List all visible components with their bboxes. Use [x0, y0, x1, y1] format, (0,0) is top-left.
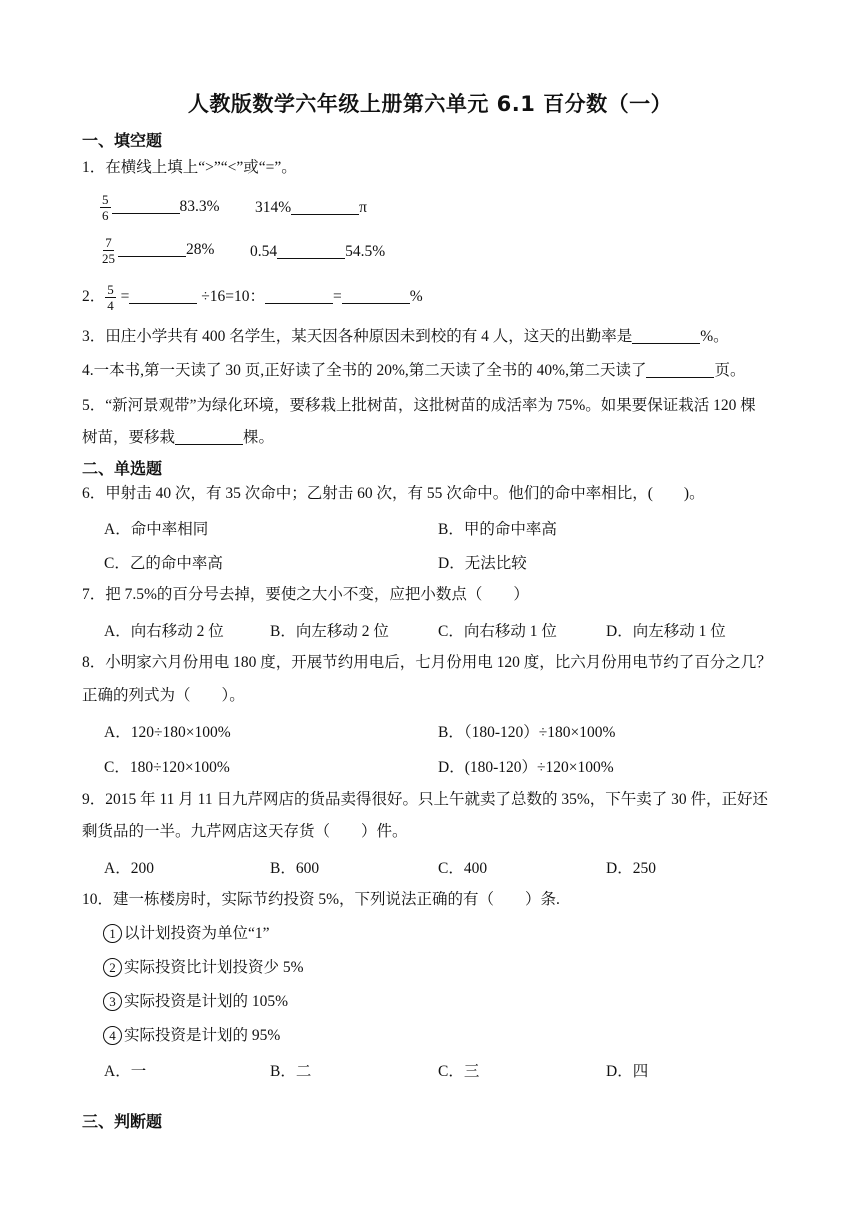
question-5-line-1: 5．“新河景观带”为绿化环境，要移栽上批树苗，这批树苗的成活率为 75%。如果要保证栽活 120 棵 [82, 397, 756, 414]
question-3-tail: %。 [700, 328, 729, 345]
option-c[interactable]: C．向右移动 1 位 [438, 623, 557, 640]
option-c[interactable]: C．180÷120×100% [104, 759, 230, 776]
question-1-row-2-b [250, 241, 385, 263]
answer-blank[interactable] [646, 361, 714, 378]
section-heading-fill-blank: 一、填空题 [82, 131, 163, 150]
answer-blank[interactable] [291, 198, 359, 215]
division-text: ÷16=10： [197, 288, 266, 306]
statement-text: 以计划投资为单位“1” [124, 925, 270, 942]
question-1-row-1-b [255, 197, 367, 219]
fraction-numerator: 7 [105, 235, 112, 250]
percent-sign: % [409, 288, 423, 306]
section-heading-single-choice: 二、单选题 [82, 459, 163, 478]
question-8-line-1: 8．小明家六月份用电 180 度，开展节约用电后，七月份用电 120 度，比六月份用电节约了百分之几？ [82, 654, 772, 671]
option-d[interactable]: D．无法比较 [438, 555, 527, 572]
fraction-denominator: 6 [102, 208, 109, 223]
question-3-stem: 3．田庄小学共有 400 名学生，某天因各种原因未到校的有 4 人，这天的出勤率是 [82, 328, 633, 345]
option-a[interactable]: A．命中率相同 [104, 521, 209, 538]
question-6-stem: 6．甲射击 40 次，有 35 次命中；乙射击 60 次，有 55 次命中。他们的命中率相比，( )。 [82, 485, 705, 502]
compare-value: 54.5% [345, 243, 386, 260]
question-2 [82, 282, 423, 313]
question-1-row-1 [100, 192, 220, 223]
option-a[interactable]: A．120÷180×100% [104, 724, 231, 741]
question-10-stem: 10．建一栋楼房时，实际节约投资 5%，下列说法正确的有（ ）条. [82, 891, 560, 908]
fraction-numerator: 5 [107, 282, 114, 297]
answer-blank[interactable] [175, 428, 243, 445]
option-d[interactable]: D．四 [606, 1063, 649, 1080]
answer-blank[interactable] [129, 287, 197, 304]
answer-blank[interactable] [342, 287, 410, 304]
fraction [100, 235, 117, 266]
compare-value: 0.54 [250, 243, 278, 260]
option-a[interactable]: A．200 [104, 860, 154, 877]
option-b[interactable]: B．向左移动 2 位 [270, 623, 389, 640]
statement-item [103, 991, 288, 1013]
compare-value: 28% [186, 241, 215, 259]
statement-item [103, 923, 270, 945]
fraction-denominator: 25 [102, 251, 115, 266]
question-4-tail: 页。 [714, 362, 746, 379]
question-9-line-2: 剩货品的一半。九芹网店这天存货（ ）件。 [82, 823, 408, 840]
question-1-stem: 1．在横线上填上“>”“<”或“=”。 [82, 159, 297, 176]
option-a[interactable]: A．一 [104, 1063, 147, 1080]
option-b[interactable]: B．二 [270, 1063, 312, 1080]
option-d[interactable]: D．250 [606, 860, 656, 877]
circled-number-2: 2 [103, 958, 122, 977]
fraction-denominator: 4 [107, 298, 114, 313]
statement-item [103, 1025, 280, 1047]
option-a[interactable]: A．向右移动 2 位 [104, 623, 224, 640]
question-4-stem: 4.一本书,第一天读了 30 页,正好读了全书的 20%,第二天读了全书的 40%,第二天读了 [82, 362, 647, 379]
answer-blank[interactable] [118, 240, 186, 257]
equals-sign: = [116, 288, 130, 306]
question-9-line-1: 9．2015 年 11 月 11 日九芹网店的货品卖得很好。只上午就卖了总数的 35%，下午卖了 30 件，正好还 [82, 791, 769, 808]
page-title: 人教版数学六年级上册第六单元 6.1 百分数（一） [187, 92, 673, 116]
compare-value: 314% [255, 199, 292, 216]
question-5-text: 树苗，要移栽 [82, 429, 176, 446]
option-b[interactable]: B．（180-120）÷180×100% [438, 724, 616, 741]
option-c[interactable]: C．三 [438, 1063, 480, 1080]
statement-item [103, 957, 304, 979]
equals-sign: = [333, 288, 342, 306]
question-3 [82, 326, 729, 348]
answer-blank[interactable] [632, 327, 700, 344]
option-b[interactable]: B．甲的命中率高 [438, 521, 557, 538]
fraction-numerator: 5 [102, 192, 109, 207]
statement-text: 实际投资是计划的 95% [124, 1027, 281, 1044]
answer-blank[interactable] [112, 197, 180, 214]
compare-value: π [359, 199, 367, 216]
option-d[interactable]: D．(180-120）÷120×100% [438, 759, 614, 776]
circled-number-1: 1 [103, 924, 122, 943]
option-c[interactable]: C．400 [438, 860, 488, 877]
question-number: 2． [82, 288, 106, 306]
question-4 [82, 360, 745, 382]
circled-number-4: 4 [103, 1026, 122, 1045]
question-1-row-2 [100, 235, 214, 266]
option-b[interactable]: B．600 [270, 860, 320, 877]
question-5-line-2 [82, 427, 274, 449]
statement-text: 实际投资是计划的 105% [124, 993, 289, 1010]
option-c[interactable]: C．乙的命中率高 [104, 555, 223, 572]
option-d[interactable]: D．向左移动 1 位 [606, 623, 726, 640]
question-8-line-2: 正确的列式为（ ）。 [82, 687, 245, 704]
fraction [105, 282, 116, 313]
section-heading-true-false: 三、判断题 [82, 1112, 163, 1131]
answer-blank[interactable] [277, 242, 345, 259]
compare-value: 83.3% [179, 198, 220, 216]
fraction [100, 192, 111, 223]
question-5-tail: 棵。 [243, 429, 275, 446]
question-7-stem: 7．把 7.5%的百分号去掉，要使之大小不变，应把小数点（ ） [82, 586, 529, 603]
statement-text: 实际投资比计划投资少 5% [124, 959, 304, 976]
answer-blank[interactable] [265, 287, 333, 304]
circled-number-3: 3 [103, 992, 122, 1011]
